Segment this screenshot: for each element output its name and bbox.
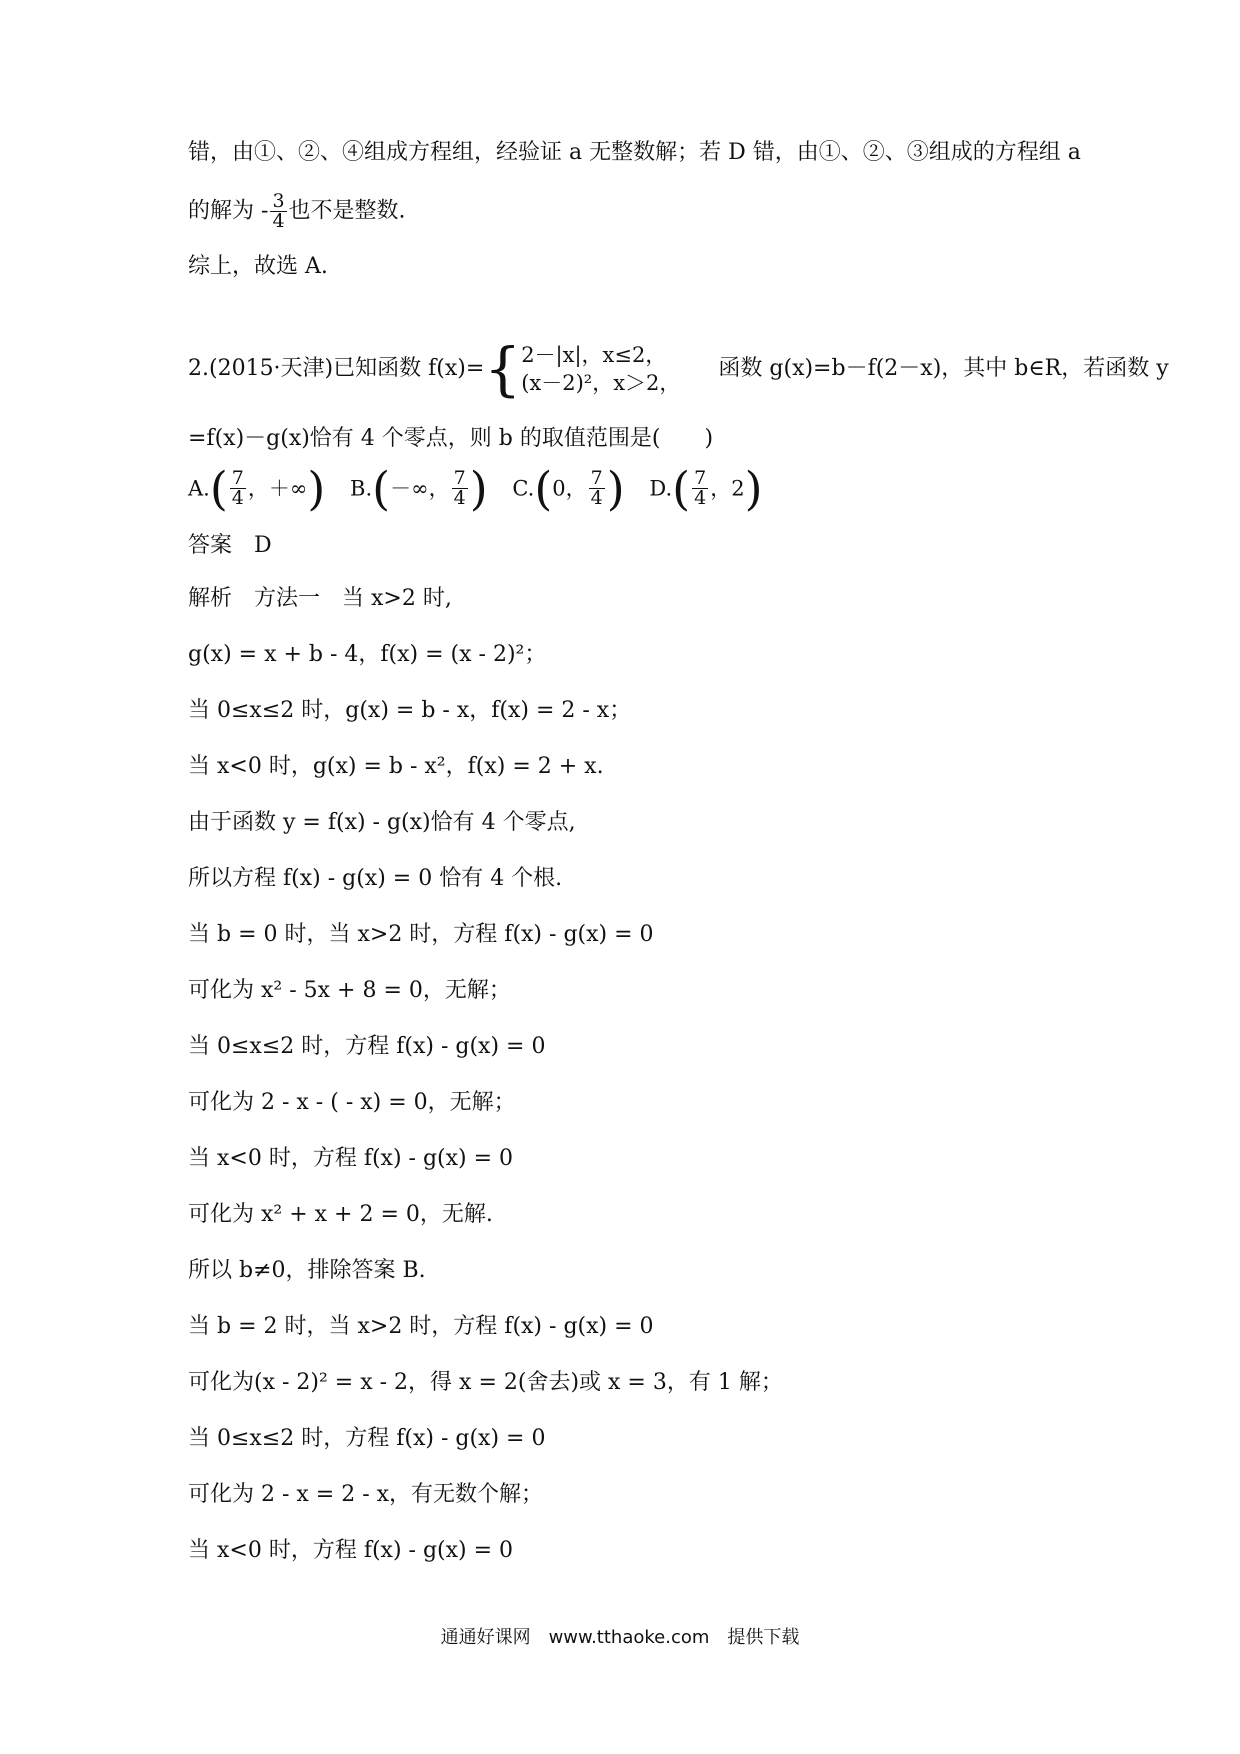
question-stem-pre: 2.(2015·天津)已知函数 f(x)= [188,356,485,381]
text-line-1: 错，由①、②、④组成方程组，经验证 a 无整数解；若 D 错，由①、②、③组成的方程组 a [188,140,1081,165]
options-row [188,461,763,515]
solution-line: g(x) = x + b - 4，f(x) = (x - 2)²； [188,642,547,667]
text-line-2-post: 也不是整数. [288,198,406,224]
page-footer: 通通好课网 www.tthaoke.com 提供下载 [440,1627,800,1648]
piecewise-function: 2－|x|，x≤2， (x－2)²，x＞2， [521,343,681,395]
analysis-heading: 解析 方法一 当 x>2 时, [188,586,452,611]
text-line-3: 综上，故选 A. [188,254,328,279]
text-line-2 [188,192,406,231]
solution-line: 可化为(x - 2)² = x - 2，得 x = 2(舍去)或 x = 3，有 1 解； [188,1370,783,1395]
left-brace-icon: { [484,335,522,403]
question-2-line-1 [188,335,1169,403]
solution-line: 所以 b≠0，排除答案 B. [188,1258,426,1283]
text-line-2-pre: 的解为 - [188,198,269,224]
option-a: A.( $\frac{7}{4}$ ，＋∞) [188,461,326,515]
solution-line: 当 b = 0 时，当 x>2 时，方程 f(x) - g(x) = 0 [188,922,654,947]
option-c: C.(0， $\frac{7}{4}$ ) [512,461,625,515]
solution-line: 当 0≤x≤2 时，方程 f(x) - g(x) = 0 [188,1034,546,1059]
option-d: D.( $\frac{7}{4}$ ，2) [649,461,763,515]
solution-line: 可化为 x² + x + 2 = 0，无解. [188,1202,493,1227]
solution-line: 当 x<0 时，方程 f(x) - g(x) = 0 [188,1538,514,1563]
option-b: B.(－∞， $\frac{7}{4}$ ) [350,461,488,515]
answer-line: 答案 D [188,533,272,558]
solution-line: 当 x<0 时，g(x) = b - x²，f(x) = 2 + x. [188,754,604,779]
solution-line: 可化为 2 - x = 2 - x，有无数个解； [188,1482,544,1507]
solution-line: 可化为 2 - x - ( - x) = 0，无解； [188,1090,516,1115]
fraction-3-4: $\frac{3}{4}$ [272,190,285,232]
solution-line: 当 0≤x≤2 时，方程 f(x) - g(x) = 0 [188,1426,546,1451]
solution-line: 所以方程 f(x) - g(x) = 0 恰有 4 个根. [188,866,563,891]
solution-line: 当 b = 2 时，当 x>2 时，方程 f(x) - g(x) = 0 [188,1314,654,1339]
question-stem-post: 函数 g(x)=b－f(2－x)，其中 b∈R，若函数 y [718,356,1169,381]
solution-line: 当 0≤x≤2 时，g(x) = b - x，f(x) = 2 - x； [188,698,632,723]
question-2-line-2: =f(x)－g(x)恰有 4 个零点，则 b 的取值范围是( ) [188,426,714,451]
solution-line: 可化为 x² - 5x + 8 = 0，无解； [188,978,511,1003]
solution-line: 由于函数 y = f(x) - g(x)恰有 4 个零点, [188,810,576,835]
solution-line: 当 x<0 时，方程 f(x) - g(x) = 0 [188,1146,514,1171]
